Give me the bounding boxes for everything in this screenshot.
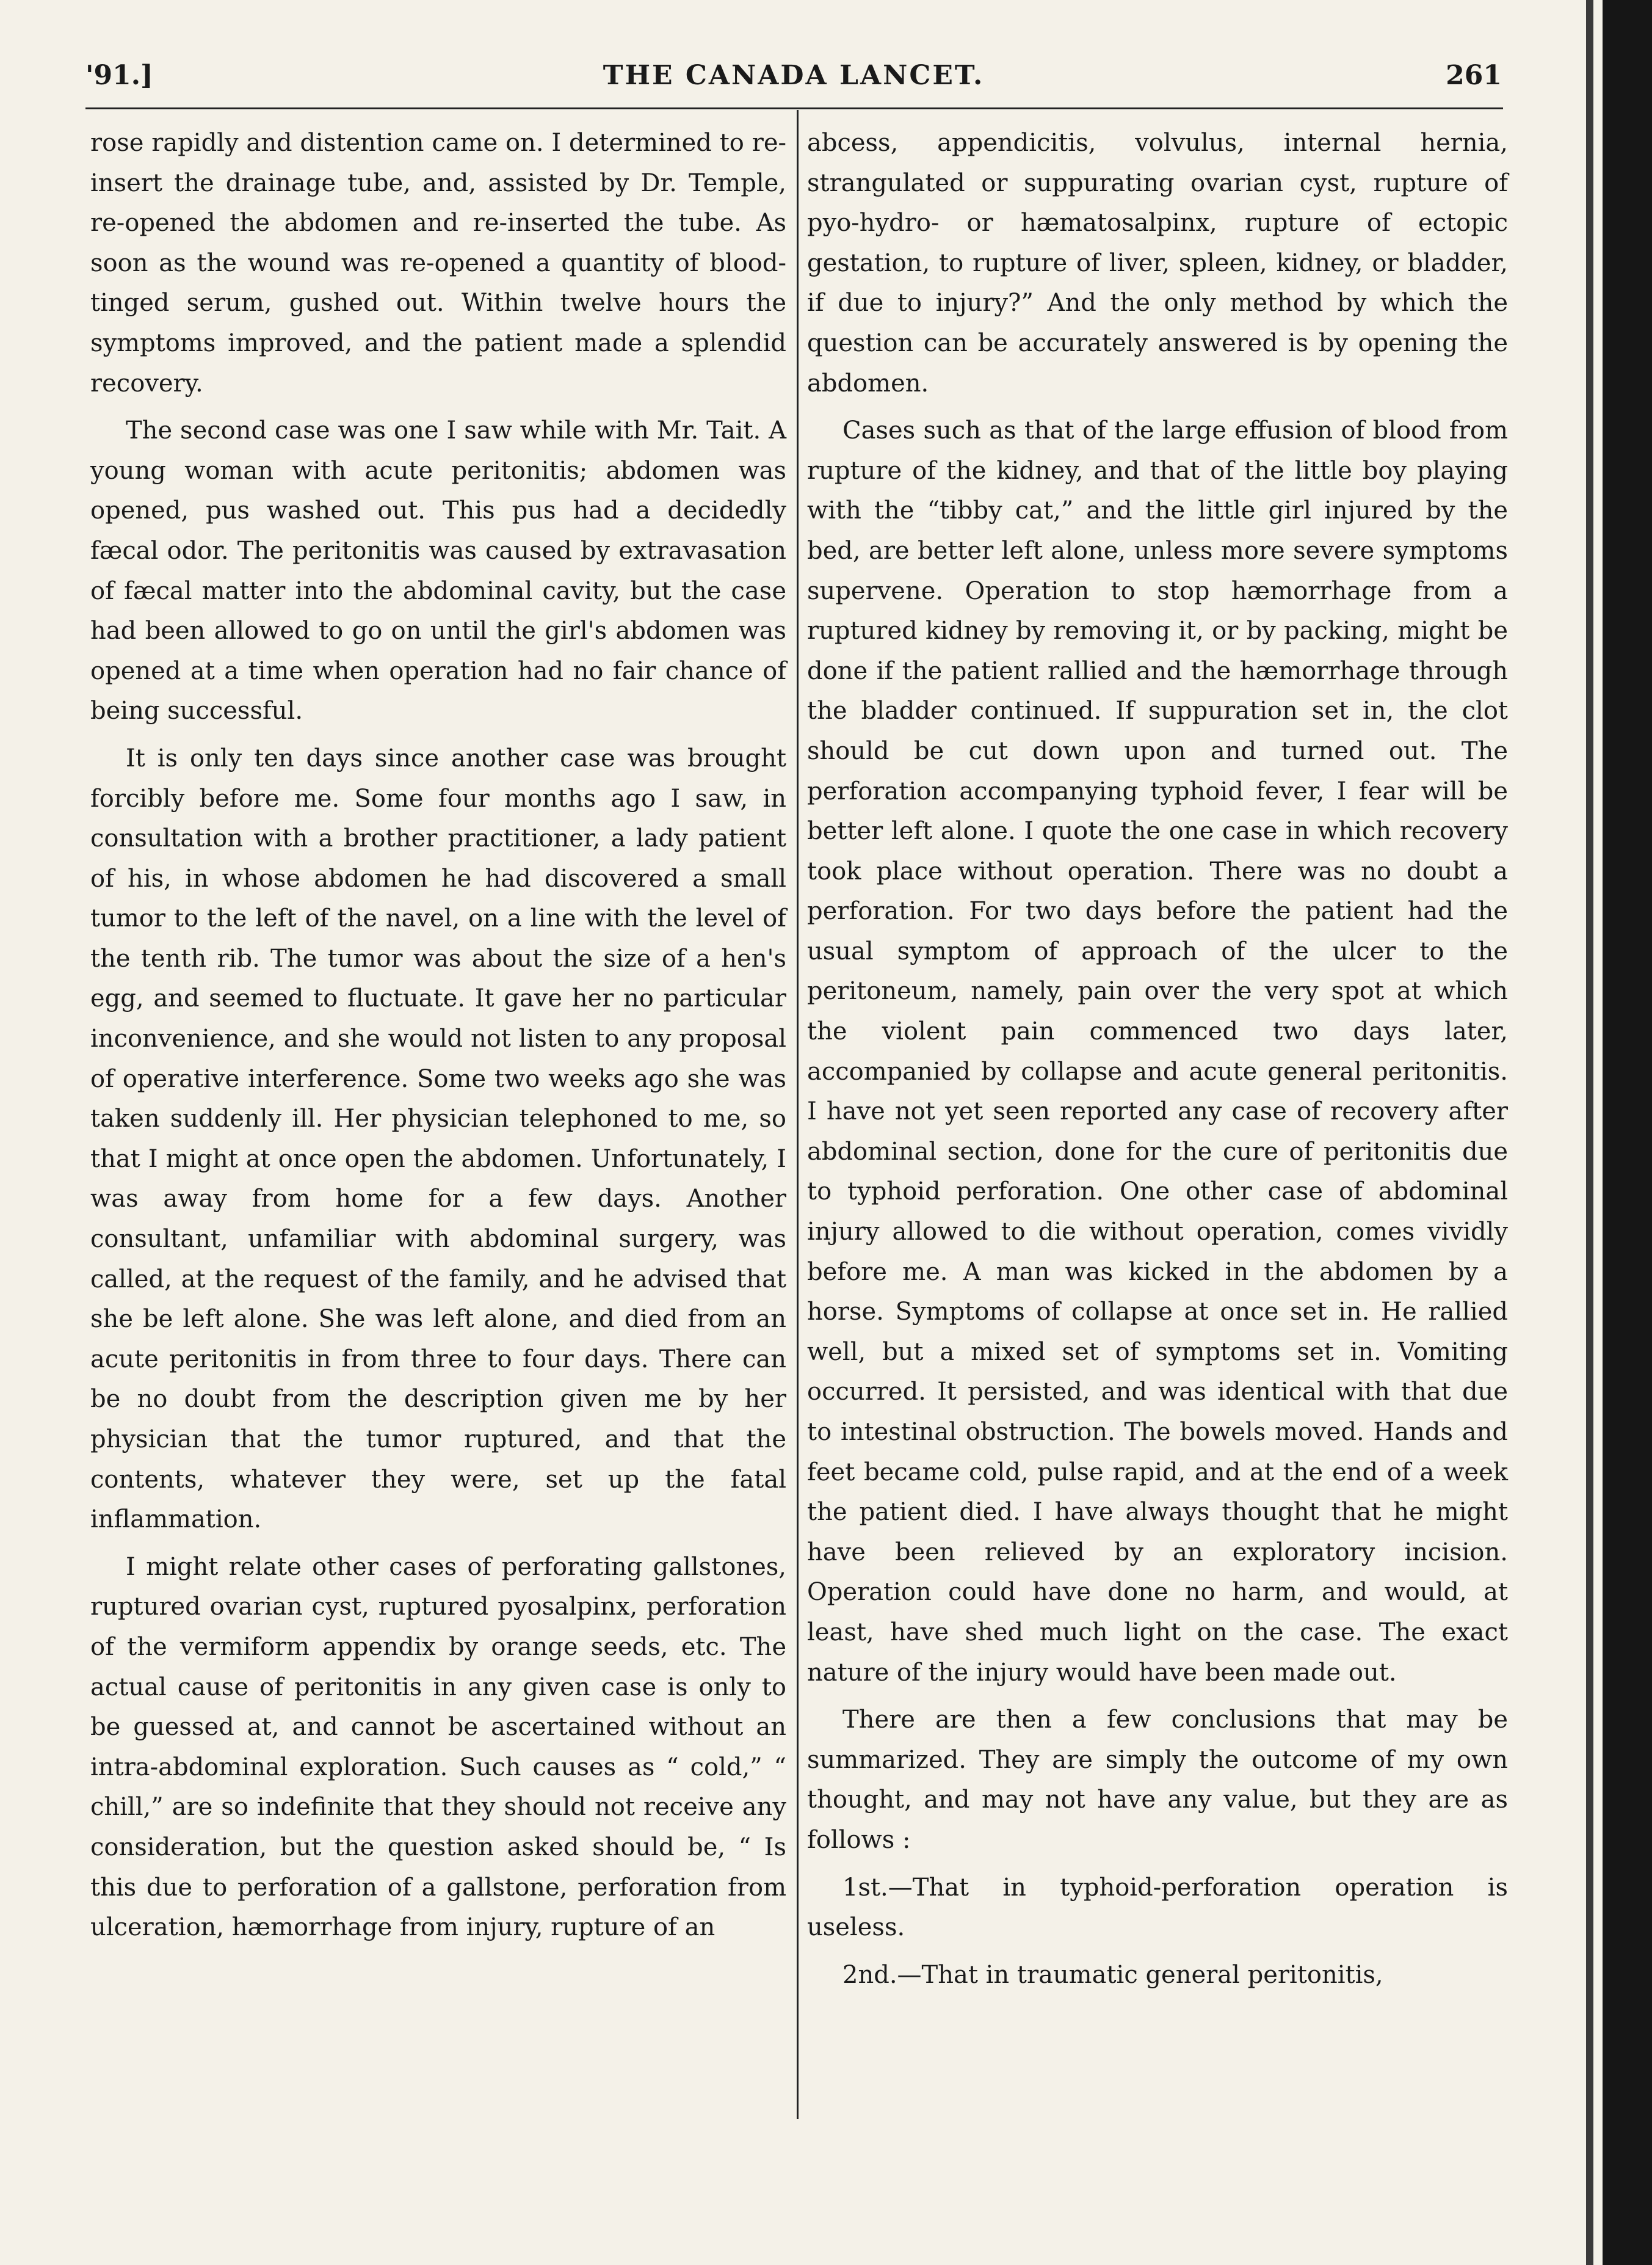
paragraph: rose rapidly and distention came on. I determined to re-insert the drainage tube, and, assisted by Dr. Temple, re-opened the abdomen and re-inserted the tube. As soon as the wound was re-opened a quantity of blood-tinged serum, gushed out. Within twelve hours the symptoms improved, and the patient made a splendid recovery. [90, 129, 786, 398]
paragraph: Cases such as that of the large effusion of blood from rupture of the kidney, and that of the little boy playing with the “tibby cat,” and the little girl injured by the bed, are better left alone, unless more severe symptoms supervene. Operation to stop hæmorrhage from a ruptured kidney by removing it, or by packing, might be done if the patient rallied and the hæmorrhage through the bladder continued. If suppuration set in, the clot should be cut down upon and turned out. The perforation accompanying typhoid fever, I fear will be better left alone. I quote the one case in which recovery took place without operation. There was no doubt a perforation. For two days before the patient had the usual symptom of approach of the ulcer to the peritoneum, namely, pain over the very spot at which the violent pain commenced two days later, accompanied by collapse and acute general peritonitis. I have not yet seen reported any case of recovery after abdominal section, done for the cure of peritonitis due to typhoid perforation. One other case of abdominal injury allowed to die without operation, comes vividly before me. A man was kicked in the abdomen by a horse. Symptoms of collapse at once set in. He rallied well, but a mixed set of symptoms set in. Vomiting occurred. It persisted, and was identical with that due to intestinal obstruction. The bowels moved. Hands and feet became cold, pulse rapid, and at the end of a week the patient died. I have always thought that he might have been relieved by an exploratory incision. Operation could have done no harm, and would, at least, have shed much light on the case. The exact nature of the injury would have been made out. [807, 416, 1508, 1687]
journal-title: THE CANADA LANCET. [603, 60, 985, 91]
paragraph: There are then a few conclusions that may be summarized. They are simply the outcome of my own thought, and may not have any value, but they are as follows : [807, 1706, 1508, 1854]
paragraph: 2nd.—That in traumatic general peritonitis, [842, 1960, 1383, 1989]
paragraph: It is only ten days since another case was brought forcibly before me. Some four months ago I saw, in consultation with a brother practitioner, a lady patient of his, in whose abdomen he had discovered a small tumor to the left of the navel, on a line with the level of the tenth rib. The tumor was about the size of a hen's egg, and seemed to fluctuate. It gave her no particular inconvenience, and she would not listen to any proposal of operative interference. Some two weeks ago she was taken suddenly ill. Her physician telephoned to me, so that I might at once open the abdomen. Unfortunately, I was away from home for a few days. Another consultant, unfamiliar with abdominal surgery, was called, at the request of the family, and he advised that she be left alone. She was left alone, and died from an acute peritonitis in from three to four days. There can be no doubt from the description given me by her physician that the tumor ruptured, and that the contents, whatever they were, set up the fatal inflammation. [90, 744, 786, 1534]
binding-shadow [1586, 0, 1593, 2265]
right-column [807, 123, 1508, 1995]
header-rule [85, 107, 1503, 109]
paragraph: 1st.—That in typhoid-perforation operation is useless. [807, 1873, 1508, 1942]
paragraph: I might relate other cases of perforating gallstones, ruptured ovarian cyst, ruptured pyosalpinx, perforation of the vermiform appendix by orange seeds, etc. The actual cause of peritonitis in any given case is only to be guessed at, and cannot be ascertained without an intra-abdominal exploration. Such causes as “ cold,” “ chill,” are so indefinite that they should not receive any consideration, but the question asked should be, “ Is this due to perforation of a gallstone, perforation from ulceration, hæmorrhage from injury, rupture of an [90, 1552, 786, 1942]
column-divider [797, 110, 799, 2119]
left-column [90, 123, 786, 1948]
page-number: 261 [1446, 60, 1502, 91]
paragraph: The second case was one I saw while with Mr. Tait. A young woman with acute peritonitis; abdomen was opened, pus washed out. This pus had a decidedly fæcal odor. The peritonitis was caused by extravasation of fæcal matter into the abdominal cavity, but the case had been allowed to go on until the girl's abdomen was opened at a time when operation had no fair chance of being successful. [90, 416, 786, 725]
paragraph: abcess, appendicitis, volvulus, internal hernia, strangulated or suppurating ovarian cyst, rupture of pyo-hydro- or hæmatosalpinx, rupture of ectopic gestation, to rupture of liver, spleen, kidney, or bladder, if due to injury?” And the only method by which the question can be accurately answered is by opening the abdomen. [807, 129, 1508, 398]
page-edge [1603, 0, 1652, 2265]
header-date: '91.] [85, 60, 153, 91]
running-header [85, 60, 1502, 109]
